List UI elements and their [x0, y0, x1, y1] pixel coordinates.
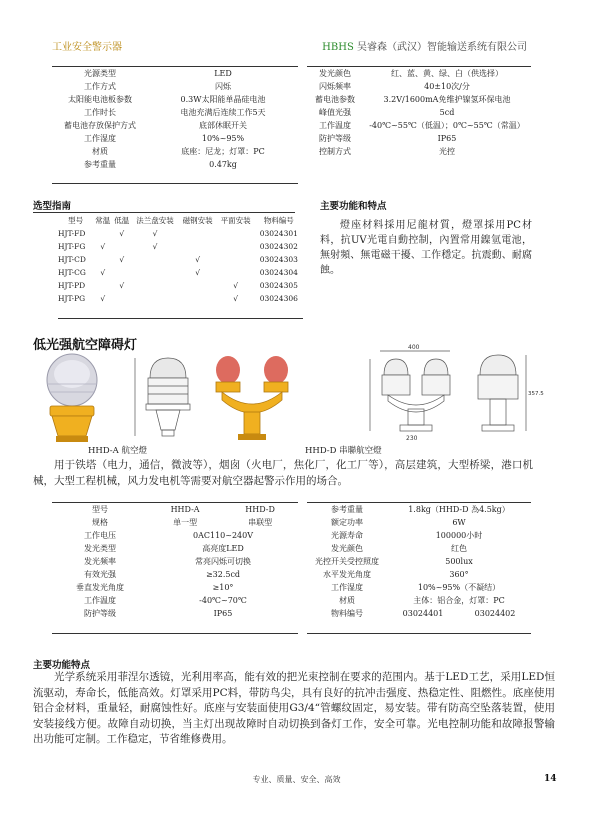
spec-value: LED	[214, 69, 232, 78]
spec-value: 100000小时	[435, 531, 483, 540]
features-text: 燈座材料採用尼龍材質，燈罩採用PC材料，抗UV光電自動控制，內置常用鎳氫電池，無射頻、無電磁干擾、工作穩定。抗震動、耐腐蝕。	[320, 220, 532, 276]
company-name: 吴睿森（武汉）智能输送系统有限公司	[357, 42, 527, 53]
spec-table-top-right	[307, 67, 531, 158]
spec-table-top-left	[52, 67, 298, 171]
spec-label: 水平发光角度	[323, 570, 371, 579]
spec-value: 6W	[452, 518, 466, 527]
spec-value: -40℃~55℃（低温）；0℃~55℃（常温）	[369, 121, 525, 130]
spec-value: 光控	[439, 147, 455, 156]
check-mark	[217, 227, 255, 240]
spec-row	[307, 80, 531, 93]
spec-row	[52, 529, 298, 542]
spec-label: 有效光强	[84, 570, 116, 579]
check-mark	[93, 227, 112, 240]
spec-header: 型号	[92, 505, 108, 514]
divider	[52, 633, 298, 634]
spec-row	[307, 568, 531, 581]
part-number: 03024306	[259, 294, 298, 303]
spec-row	[52, 132, 298, 145]
model-code: HJT-FD	[58, 229, 86, 238]
check-mark: √	[152, 229, 158, 238]
spec-row	[52, 581, 298, 594]
model-code: HJT-FG	[58, 242, 86, 251]
spec-label: 蓄电池存放保护方式	[64, 121, 136, 130]
spec-label: 工作湿度	[84, 134, 116, 143]
spec-label: 防护等级	[319, 134, 351, 143]
spec-value: 底部休眠开关	[199, 121, 247, 130]
hhd-d-photo	[216, 356, 288, 440]
check-mark	[131, 266, 178, 279]
part-number: 03024402	[474, 609, 516, 618]
check-mark	[217, 240, 255, 253]
spec-row	[307, 145, 531, 158]
spec-value: 10%~95%（不凝结）	[417, 583, 501, 592]
selection-row	[58, 253, 303, 266]
spec-value: 0AC110~240V	[192, 531, 253, 540]
spec-label: 控制方式	[319, 147, 351, 156]
spec-label: 工作湿度	[331, 583, 363, 592]
check-mark	[179, 279, 217, 292]
selection-title: 选型指南	[33, 201, 72, 212]
spec-header: HHD-A	[170, 505, 200, 514]
selection-row	[58, 279, 303, 292]
check-mark: √	[233, 294, 239, 303]
selection-header: 平面安装	[220, 216, 251, 225]
spec-row	[52, 80, 298, 93]
divider	[52, 183, 298, 184]
spec-row	[307, 132, 531, 145]
dim-label: 400	[408, 344, 420, 351]
product-photos	[30, 350, 305, 450]
check-mark	[112, 266, 131, 279]
section-intro: 用于铁塔（电力，通信，微波等），烟囱（火电厂，焦化厂，化工厂等），高层建筑，大型桥梁，港口机械，大型工程机械，风力发电机等需要对航空器起警示作用的场合。	[33, 459, 533, 487]
check-mark: √	[100, 242, 106, 251]
spec-label: 光控开关受控照度	[315, 557, 379, 566]
spec-label: 规格	[92, 518, 108, 527]
header-company	[322, 38, 527, 53]
spec-row	[52, 555, 298, 568]
spec-value: IP65	[437, 134, 457, 143]
hhd-a-photo	[47, 354, 97, 442]
spec-label: 防护等级	[84, 609, 116, 618]
part-number: 03024304	[259, 268, 298, 277]
check-mark	[179, 227, 217, 240]
selection-header: 型号	[68, 216, 84, 225]
hhd-d-dimension-drawing	[340, 344, 544, 445]
spec-header: HHD-D	[245, 505, 275, 514]
header-category: 工业安全警示器	[52, 42, 122, 53]
spec-value: 0.47kg	[209, 160, 237, 169]
spec-value: 常亮闪烁可切换	[195, 557, 251, 566]
spec-label: 发光频率	[84, 557, 116, 566]
spec-label: 光源寿命	[331, 531, 363, 540]
spec-row	[307, 555, 531, 568]
check-mark	[93, 279, 112, 292]
selection-header: 磁钢安装	[182, 216, 213, 225]
divider	[33, 212, 295, 213]
spec-label: 参考重量	[84, 160, 116, 169]
check-mark: √	[119, 229, 125, 238]
part-number: 03024401	[402, 609, 444, 618]
part-number: 03024305	[259, 281, 298, 290]
section-title: 低光强航空障碍灯	[33, 338, 138, 353]
check-mark	[179, 240, 217, 253]
check-mark: √	[152, 242, 158, 251]
spec-row	[307, 581, 531, 594]
check-mark	[112, 240, 131, 253]
dim-label: 357.5	[528, 391, 544, 397]
check-mark	[131, 253, 178, 266]
selection-header-row	[58, 214, 303, 227]
selection-row	[58, 240, 303, 253]
spec-value: IP65	[213, 609, 233, 618]
spec-value: 500lux	[445, 557, 473, 566]
spec-row	[52, 93, 298, 106]
spec-label: 垂直发光角度	[76, 583, 124, 592]
spec-row	[307, 516, 531, 529]
check-mark: √	[119, 255, 125, 264]
spec-row	[52, 119, 298, 132]
spec-table-lowlight-left	[52, 503, 298, 620]
spec-value: 5cd	[439, 108, 455, 117]
spec-value: 高亮度LED	[202, 544, 244, 553]
spec-row	[307, 106, 531, 119]
check-mark: √	[100, 268, 106, 277]
spec-label: 工作温度	[319, 121, 351, 130]
caption-hhd-a: HHD-A 航空燈	[88, 446, 148, 456]
check-mark: √	[195, 255, 201, 264]
model-code: HJT-PD	[58, 281, 86, 290]
selection-header: 低温	[114, 216, 130, 225]
spec-row	[307, 542, 531, 555]
spec-value: 底座：尼龙；灯罩：PC	[181, 147, 265, 156]
spec-value: -40℃~70℃	[199, 596, 247, 605]
spec-value: 电池充满后连续工作5天	[180, 108, 266, 117]
spec-label: 发光颜色	[319, 69, 351, 78]
spec-row	[52, 542, 298, 555]
footer-slogan: 专业、质量、安全、高效	[252, 775, 341, 784]
dim-label: 230	[406, 435, 418, 442]
spec-row	[307, 607, 531, 620]
selection-row	[58, 227, 303, 240]
spec-value: 10%~95%	[201, 134, 245, 143]
spec-value: 1.8kg（HHD-D 為4.5kg）	[408, 505, 510, 514]
spec-row	[307, 93, 531, 106]
spec-label: 额定功率	[331, 518, 363, 527]
divider	[307, 633, 531, 634]
spec-row	[307, 503, 531, 516]
spec-label: 闪烁频率	[319, 82, 351, 91]
spec-value: ≥32.5cd	[205, 570, 241, 579]
spec-value: 红、蓝、黄、绿、白（供选择）	[391, 69, 503, 78]
features2-title: 主要功能特点	[33, 660, 91, 671]
check-mark	[131, 279, 178, 292]
check-mark	[179, 292, 217, 305]
spec-value: 40±10次/分	[424, 82, 470, 91]
check-mark	[93, 253, 112, 266]
selection-row	[58, 292, 303, 305]
brand-name: HBHS	[322, 42, 354, 53]
spec-row	[307, 529, 531, 542]
caption-hhd-d: HHD-D 串聯航空燈	[305, 446, 382, 456]
hhd-a-drawing	[135, 358, 190, 436]
spec-label: 太阳能电池板参数	[68, 95, 132, 104]
selection-row	[58, 266, 303, 279]
spec-label: 发光类型	[84, 544, 116, 553]
spec-label: 发光颜色	[331, 544, 363, 553]
features-title: 主要功能和特点	[320, 201, 387, 212]
spec-row	[52, 106, 298, 119]
selection-header: 常温	[95, 216, 111, 225]
model-code: HJT-PG	[58, 294, 86, 303]
spec-value: 闪烁	[215, 82, 231, 91]
spec-header-row	[52, 503, 298, 516]
spec-table-lowlight-right	[307, 503, 531, 620]
spec-row	[52, 67, 298, 80]
spec-label: 光源类型	[84, 69, 116, 78]
check-mark: √	[195, 268, 201, 277]
check-mark	[112, 292, 131, 305]
spec-label: 工作方式	[84, 82, 116, 91]
spec-row	[52, 607, 298, 620]
spec-label: 峰值光强	[319, 108, 351, 117]
selection-header: 法兰盘安装	[136, 216, 174, 225]
spec-value: 红色	[451, 544, 467, 553]
spec-label: 工作温度	[84, 596, 116, 605]
spec-row	[52, 594, 298, 607]
selection-header: 物料编号	[263, 216, 294, 225]
model-code: HJT-CD	[58, 255, 86, 264]
check-mark: √	[100, 294, 106, 303]
spec-value: 0.3W太阳能单晶硅电池	[180, 95, 266, 104]
page-number: 14	[544, 774, 557, 784]
part-number: 03024303	[259, 255, 298, 264]
divider	[58, 318, 303, 319]
spec-row	[52, 516, 298, 529]
check-mark: √	[119, 281, 125, 290]
check-mark	[131, 292, 178, 305]
spec-row	[307, 119, 531, 132]
check-mark: √	[233, 281, 239, 290]
spec-label: 材质	[92, 147, 108, 156]
spec-label: 物料编号	[331, 609, 363, 618]
spec-row	[307, 67, 531, 80]
spec-row	[52, 145, 298, 158]
model-code: HJT-CG	[58, 268, 86, 277]
part-number: 03024301	[259, 229, 298, 238]
spec-row	[52, 158, 298, 171]
spec-row	[307, 594, 531, 607]
spec-label: 工作电压	[84, 531, 116, 540]
spec-value: 串联型	[248, 518, 273, 527]
part-number: 03024302	[259, 242, 298, 251]
spec-label: 参考重量	[331, 505, 363, 514]
spec-value: ≥10°	[212, 583, 234, 592]
spec-value: 3.2V/1600mA免维护镍氢环保电池	[383, 95, 511, 104]
features2-text: 光学系统采用菲涅尔透镜，光利用率高，能有效的把光束控制在要求的范围内。基于LED工艺，采用LED恒流驱动，寿命长，低能高效。灯罩采用PC料，带防鸟尖，具有良好的抗冲击强度、热稳定性、阻燃性。底座使用铝合金材料，重量轻，耐腐蚀性好。底座与安装面使用G3/4“管螺纹固定，易安装。带有防高空坠落装置，使用安装接线方便。故障自动切换，当主灯出现故障时自动切换到备灯工作，安全可靠。光电控制功能和故障报警输出功能可定制。工作稳定，节省维修费用。	[33, 671, 555, 745]
spec-row	[52, 568, 298, 581]
selection-table	[58, 214, 303, 305]
spec-value: 主体：铝合金，灯罩：PC	[413, 596, 505, 605]
spec-value: 单一型	[173, 518, 198, 527]
spec-label: 材质	[339, 596, 355, 605]
spec-value: 360°	[449, 570, 469, 579]
spec-label: 蓄电池参数	[315, 95, 355, 104]
check-mark	[217, 266, 255, 279]
spec-label: 工作时长	[84, 108, 116, 117]
check-mark	[217, 253, 255, 266]
